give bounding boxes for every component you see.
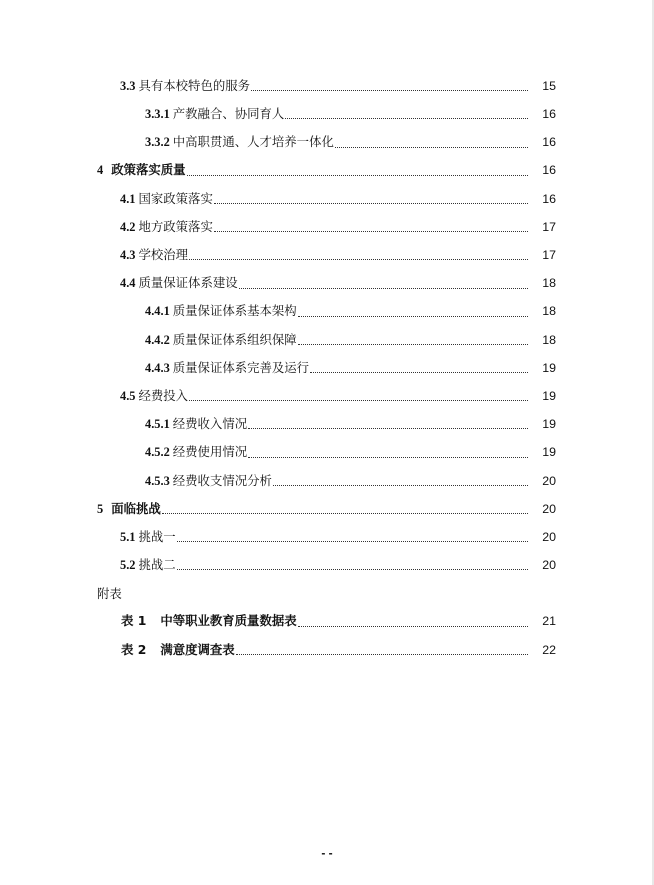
dot-leader	[177, 540, 528, 542]
toc-entry-title: 国家政策落实	[138, 190, 213, 206]
toc-entry-number: 4	[97, 163, 104, 178]
dot-leader	[335, 146, 528, 148]
toc-entry-title: 经费收入情况	[172, 416, 248, 432]
toc-entry-title: 产教融合、协同育人	[172, 106, 285, 122]
page-footer: - -	[321, 846, 333, 860]
toc-entry-page: 17	[542, 219, 556, 234]
toc-entry[interactable]	[0, 298, 654, 326]
toc-entry-page: 18	[542, 276, 556, 291]
toc-entry-number: 4.5	[120, 388, 136, 403]
appendix-table-entry[interactable]	[0, 636, 654, 664]
toc-entry-number: 4.3	[120, 248, 136, 263]
toc-entry-title: 质量保证体系建设	[138, 275, 238, 291]
dot-leader	[177, 568, 528, 570]
dot-leader	[251, 89, 528, 91]
dot-leader	[189, 258, 528, 260]
appendix-table-number: 表 2	[121, 641, 147, 657]
toc-entry-title: 学校治理	[138, 247, 189, 263]
toc-entry[interactable]	[0, 157, 654, 185]
toc-entry-number: 4.1	[120, 191, 136, 206]
toc-entry-title: 政策落实质量	[111, 162, 186, 178]
appendix-table-page: 22	[542, 642, 556, 657]
toc-entry-number: 3.3.1	[145, 107, 170, 122]
toc-entry-page: 20	[542, 473, 556, 488]
toc-entry[interactable]	[0, 354, 654, 382]
dot-leader	[214, 202, 528, 204]
toc-entry-page: 16	[542, 135, 556, 150]
toc-entry[interactable]	[0, 438, 654, 466]
toc-entry-page: 16	[542, 107, 556, 122]
dot-leader	[236, 653, 528, 655]
toc-entry-number: 4.4.3	[145, 360, 170, 375]
toc-entry-title: 经费投入	[138, 387, 189, 403]
toc-entry-number: 3.3	[120, 78, 136, 93]
toc-entry-title: 具有本校特色的服务	[138, 77, 251, 93]
appendix-heading: 附表	[97, 586, 122, 602]
toc-entry[interactable]	[0, 241, 654, 269]
toc-entry[interactable]	[0, 100, 654, 128]
appendix-table-number: 表 1	[121, 613, 147, 629]
toc-entry-title: 挑战一	[138, 528, 176, 544]
toc-entry[interactable]	[0, 185, 654, 213]
toc-entry[interactable]	[0, 326, 654, 354]
toc-entry[interactable]	[0, 72, 654, 100]
toc-entry-page: 20	[542, 501, 556, 516]
toc-entry-title: 质量保证体系组织保障	[172, 331, 297, 347]
toc-entry-title: 质量保证体系完善及运行	[172, 359, 310, 375]
toc-entry-title: 地方政策落实	[138, 218, 213, 234]
toc-entry-number: 3.3.2	[145, 135, 170, 150]
toc-entry-page: 19	[542, 360, 556, 375]
toc-entry-page: 19	[542, 445, 556, 460]
toc-entry-title: 经费使用情况	[172, 444, 248, 460]
toc-entry-number: 5.2	[120, 558, 136, 573]
toc-entry-page: 16	[542, 191, 556, 206]
toc-entry-number: 4.4.1	[145, 304, 170, 319]
dot-leader	[187, 174, 528, 176]
toc-entry-title: 质量保证体系基本架构	[172, 303, 297, 319]
dot-leader	[310, 371, 528, 373]
dot-leader	[298, 343, 528, 345]
dot-leader	[273, 484, 528, 486]
appendix-table-entry[interactable]	[0, 608, 654, 636]
table-of-contents	[0, 72, 654, 664]
toc-entry-page: 20	[542, 529, 556, 544]
toc-entry[interactable]	[0, 269, 654, 297]
toc-entry-page: 20	[542, 558, 556, 573]
dot-leader	[298, 315, 528, 317]
toc-entry-number: 5	[97, 501, 104, 516]
dot-leader	[248, 427, 528, 429]
toc-entry[interactable]	[0, 410, 654, 438]
toc-entry-title: 经费收支情况分析	[172, 472, 272, 488]
toc-entry-page: 19	[542, 388, 556, 403]
toc-entry-page: 18	[542, 304, 556, 319]
appendix-table-page: 21	[542, 614, 556, 629]
toc-entry-number: 4.4.2	[145, 332, 170, 347]
toc-entry[interactable]	[0, 523, 654, 551]
toc-entry-number: 5.1	[120, 529, 136, 544]
toc-entry[interactable]	[0, 495, 654, 523]
dot-leader	[162, 512, 528, 514]
dot-leader	[239, 287, 528, 289]
toc-entry-number: 4.2	[120, 219, 136, 234]
dot-leader	[248, 456, 528, 458]
toc-entry-title: 中高职贯通、人才培养一体化	[172, 134, 334, 150]
toc-entry-number: 4.5.3	[145, 473, 170, 488]
toc-entry-title: 挑战二	[138, 557, 176, 573]
toc-entry-number: 4.5.2	[145, 445, 170, 460]
toc-entry-title: 面临挑战	[111, 500, 161, 516]
appendix-table-title: 满意度调查表	[160, 641, 235, 657]
dot-leader	[189, 399, 528, 401]
toc-entry-page: 18	[542, 332, 556, 347]
dot-leader	[214, 230, 528, 232]
toc-entry[interactable]	[0, 551, 654, 579]
toc-entry-page: 17	[542, 248, 556, 263]
toc-entry[interactable]	[0, 467, 654, 495]
toc-entry-page: 15	[542, 78, 556, 93]
dot-leader	[285, 117, 528, 119]
toc-entry[interactable]	[0, 128, 654, 156]
toc-entry-page: 19	[542, 417, 556, 432]
dot-leader	[298, 625, 528, 627]
toc-entry-page: 16	[542, 163, 556, 178]
toc-entry[interactable]	[0, 213, 654, 241]
appendix-table-title: 中等职业教育质量数据表	[160, 613, 297, 629]
toc-entry-number: 4.4	[120, 276, 136, 291]
toc-entry-number: 4.5.1	[145, 417, 170, 432]
toc-entry[interactable]	[0, 382, 654, 410]
